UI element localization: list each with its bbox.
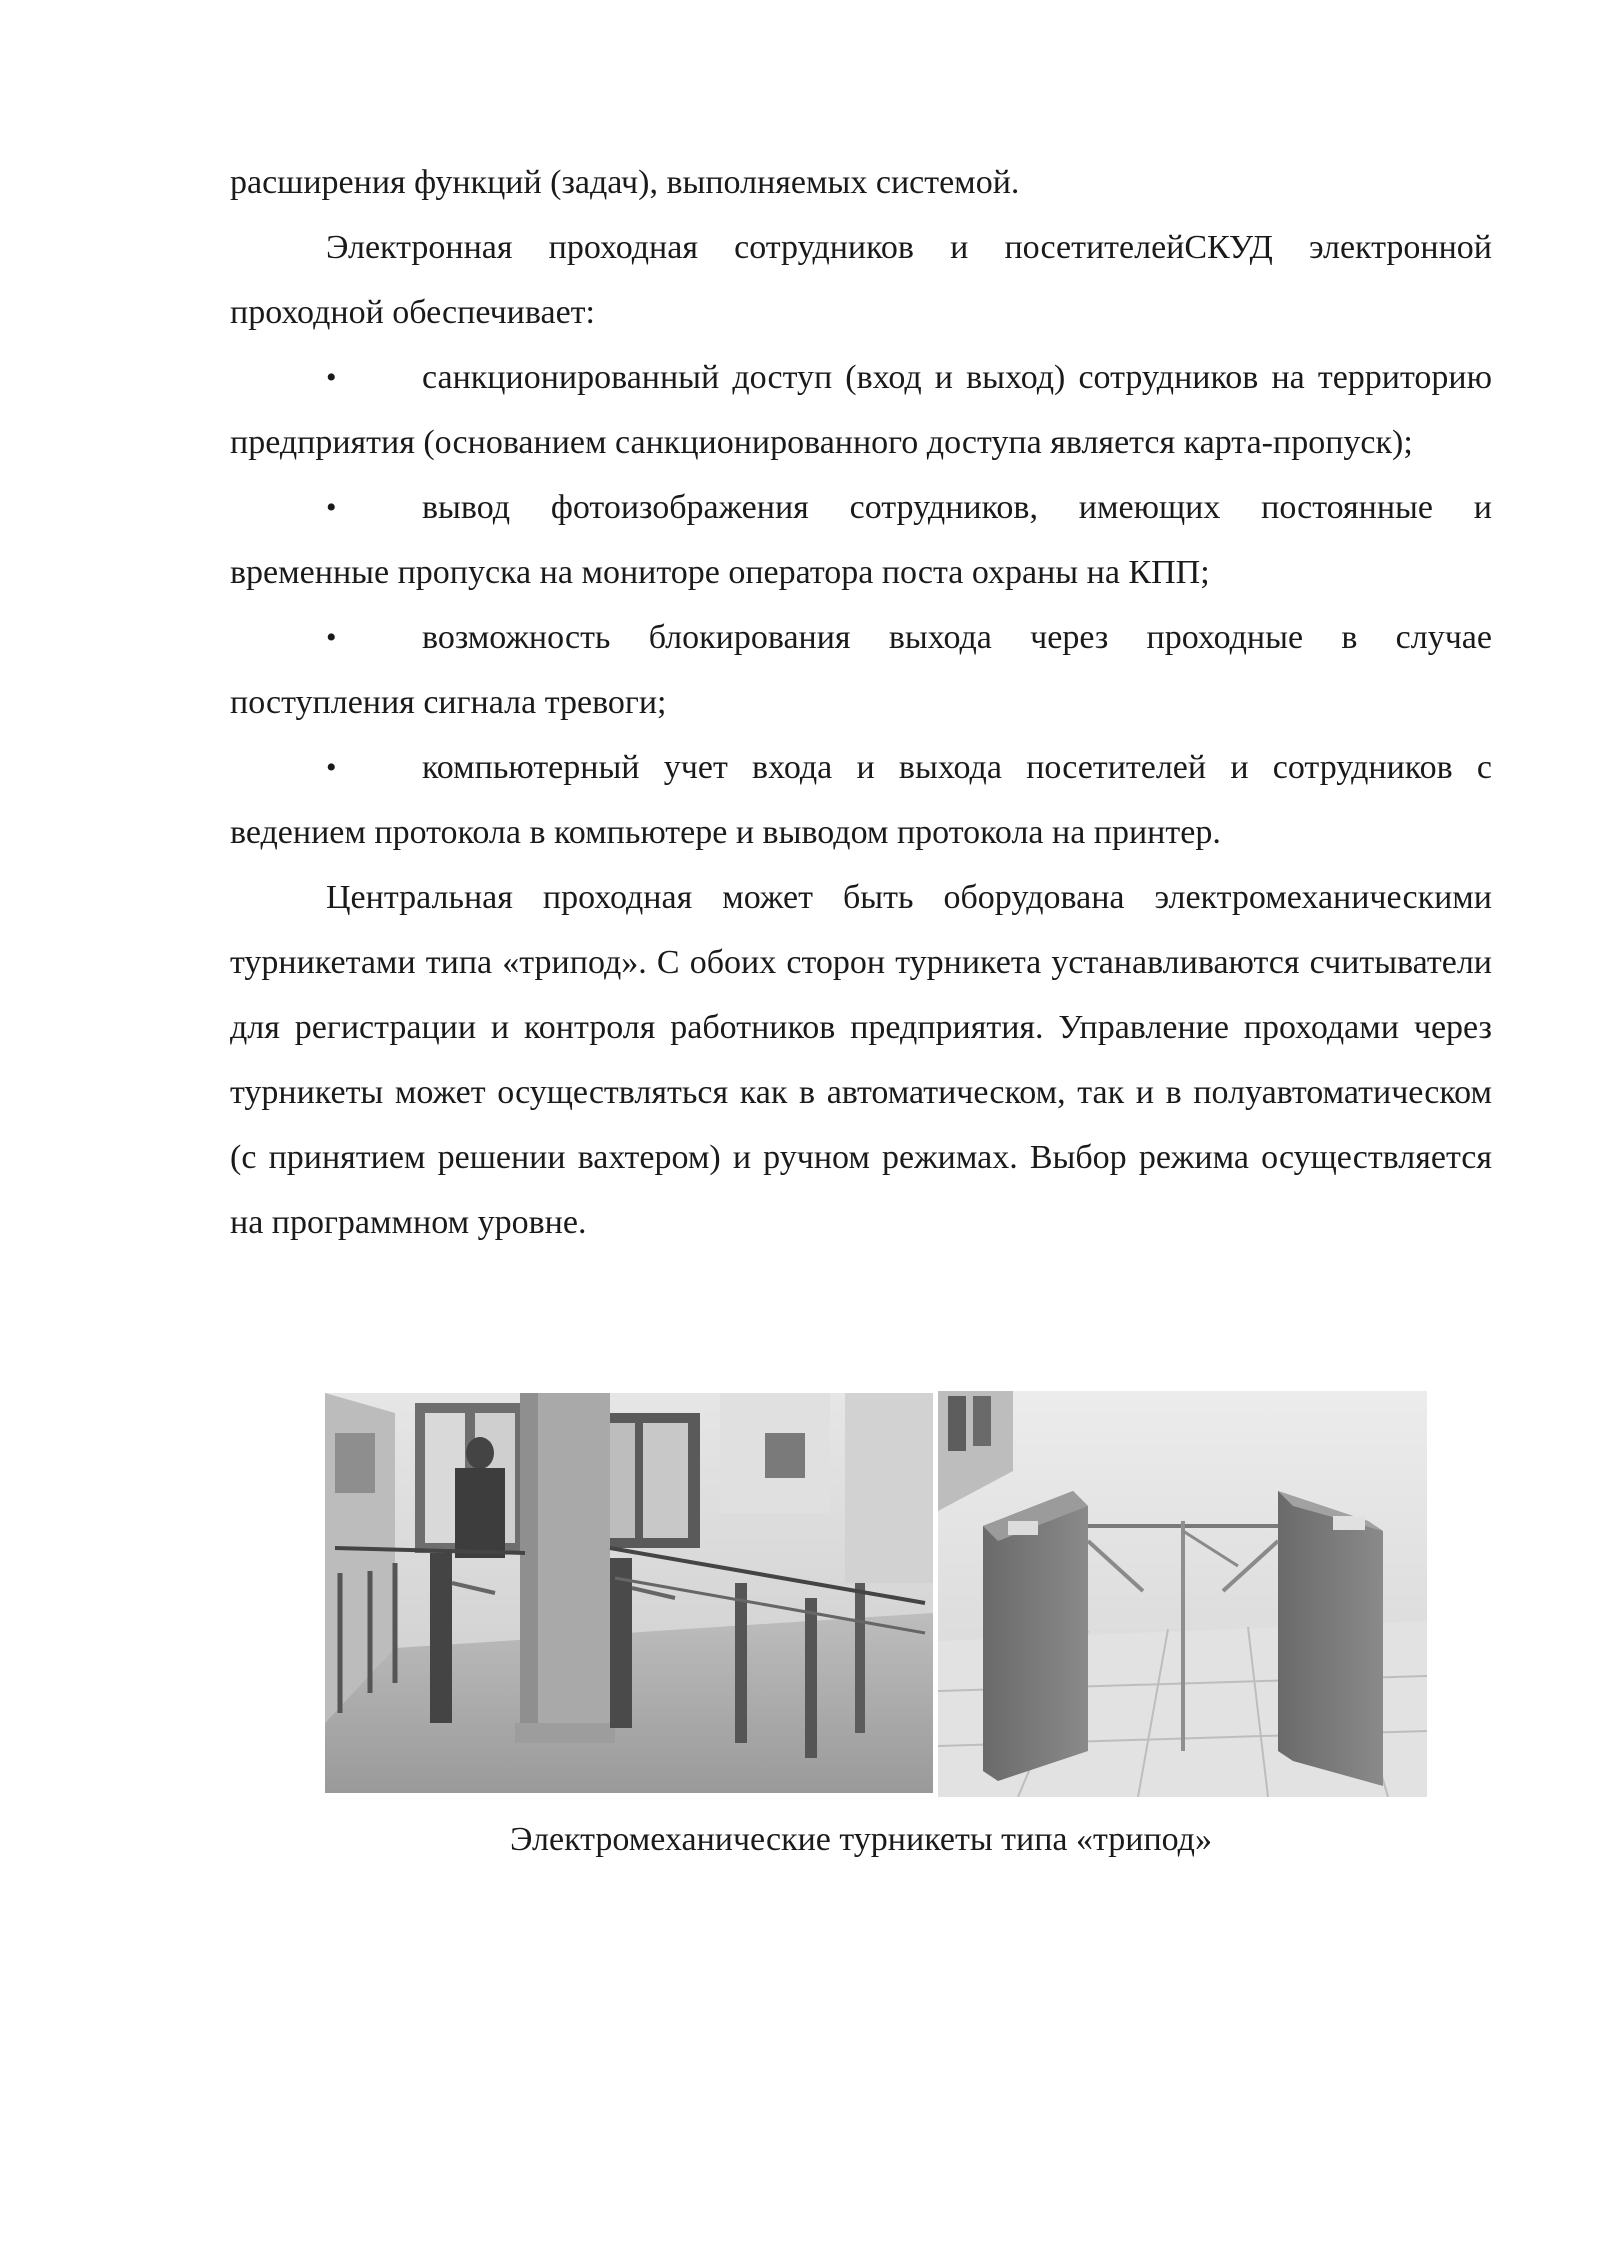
document-body (230, 150, 1492, 1255)
list-item (230, 735, 1492, 865)
list-item (230, 475, 1492, 605)
list-item-text: вывод фотоизображения сотрудников, имеющих постоянные и временные пропуска на мониторе оператора поста охраны на КПП; (230, 489, 1492, 591)
turnstile-lobby-image (325, 1393, 933, 1793)
turnstile-closeup-photo (938, 1391, 1427, 1797)
paragraph-turnstiles: Центральная проходная может быть оборудована электромеханическими турникетами типа «трипод». С обоих сторон турникета устанавливаются считыватели для регистрации и контроля работников предприятия. Управление проходами через турникеты может осуществляться как в автоматическом, так и в полуавтоматическом (с принятием решении вахтером) и ручном режимах. Выбор режима осуществляется на программном уровне. (230, 879, 1492, 1241)
turnstile-closeup-image (938, 1391, 1427, 1797)
paragraph-intro: Электронная проходная сотрудников и посетителейСКУД электронной проходной обеспечивает: (230, 229, 1492, 331)
bullet-icon: • (326, 621, 337, 654)
bullet-icon: • (326, 491, 337, 524)
bullet-icon: • (326, 361, 337, 394)
list-item (230, 345, 1492, 475)
paragraph-continuation: расширения функций (задач), выполняемых системой. (230, 164, 1020, 201)
list-item-text: санкционированный доступ (вход и выход) сотрудников на территорию предприятия (основанием санкционированного доступа является карта-пропуск); (230, 359, 1492, 461)
turnstiles-figure (325, 1393, 1427, 1797)
figure-caption: Электромеханические турникеты типа «трипод» (510, 1821, 1212, 1858)
list-item-text: возможность блокирования выхода через проходные в случае поступления сигнала тревоги; (230, 619, 1492, 721)
list-item (230, 605, 1492, 735)
turnstile-lobby-photo (325, 1393, 933, 1793)
bullet-icon: • (326, 751, 337, 784)
list-item-text: компьютерный учет входа и выхода посетителей и сотрудников с ведением протокола в компьютере и выводом протокола на принтер. (230, 749, 1492, 851)
